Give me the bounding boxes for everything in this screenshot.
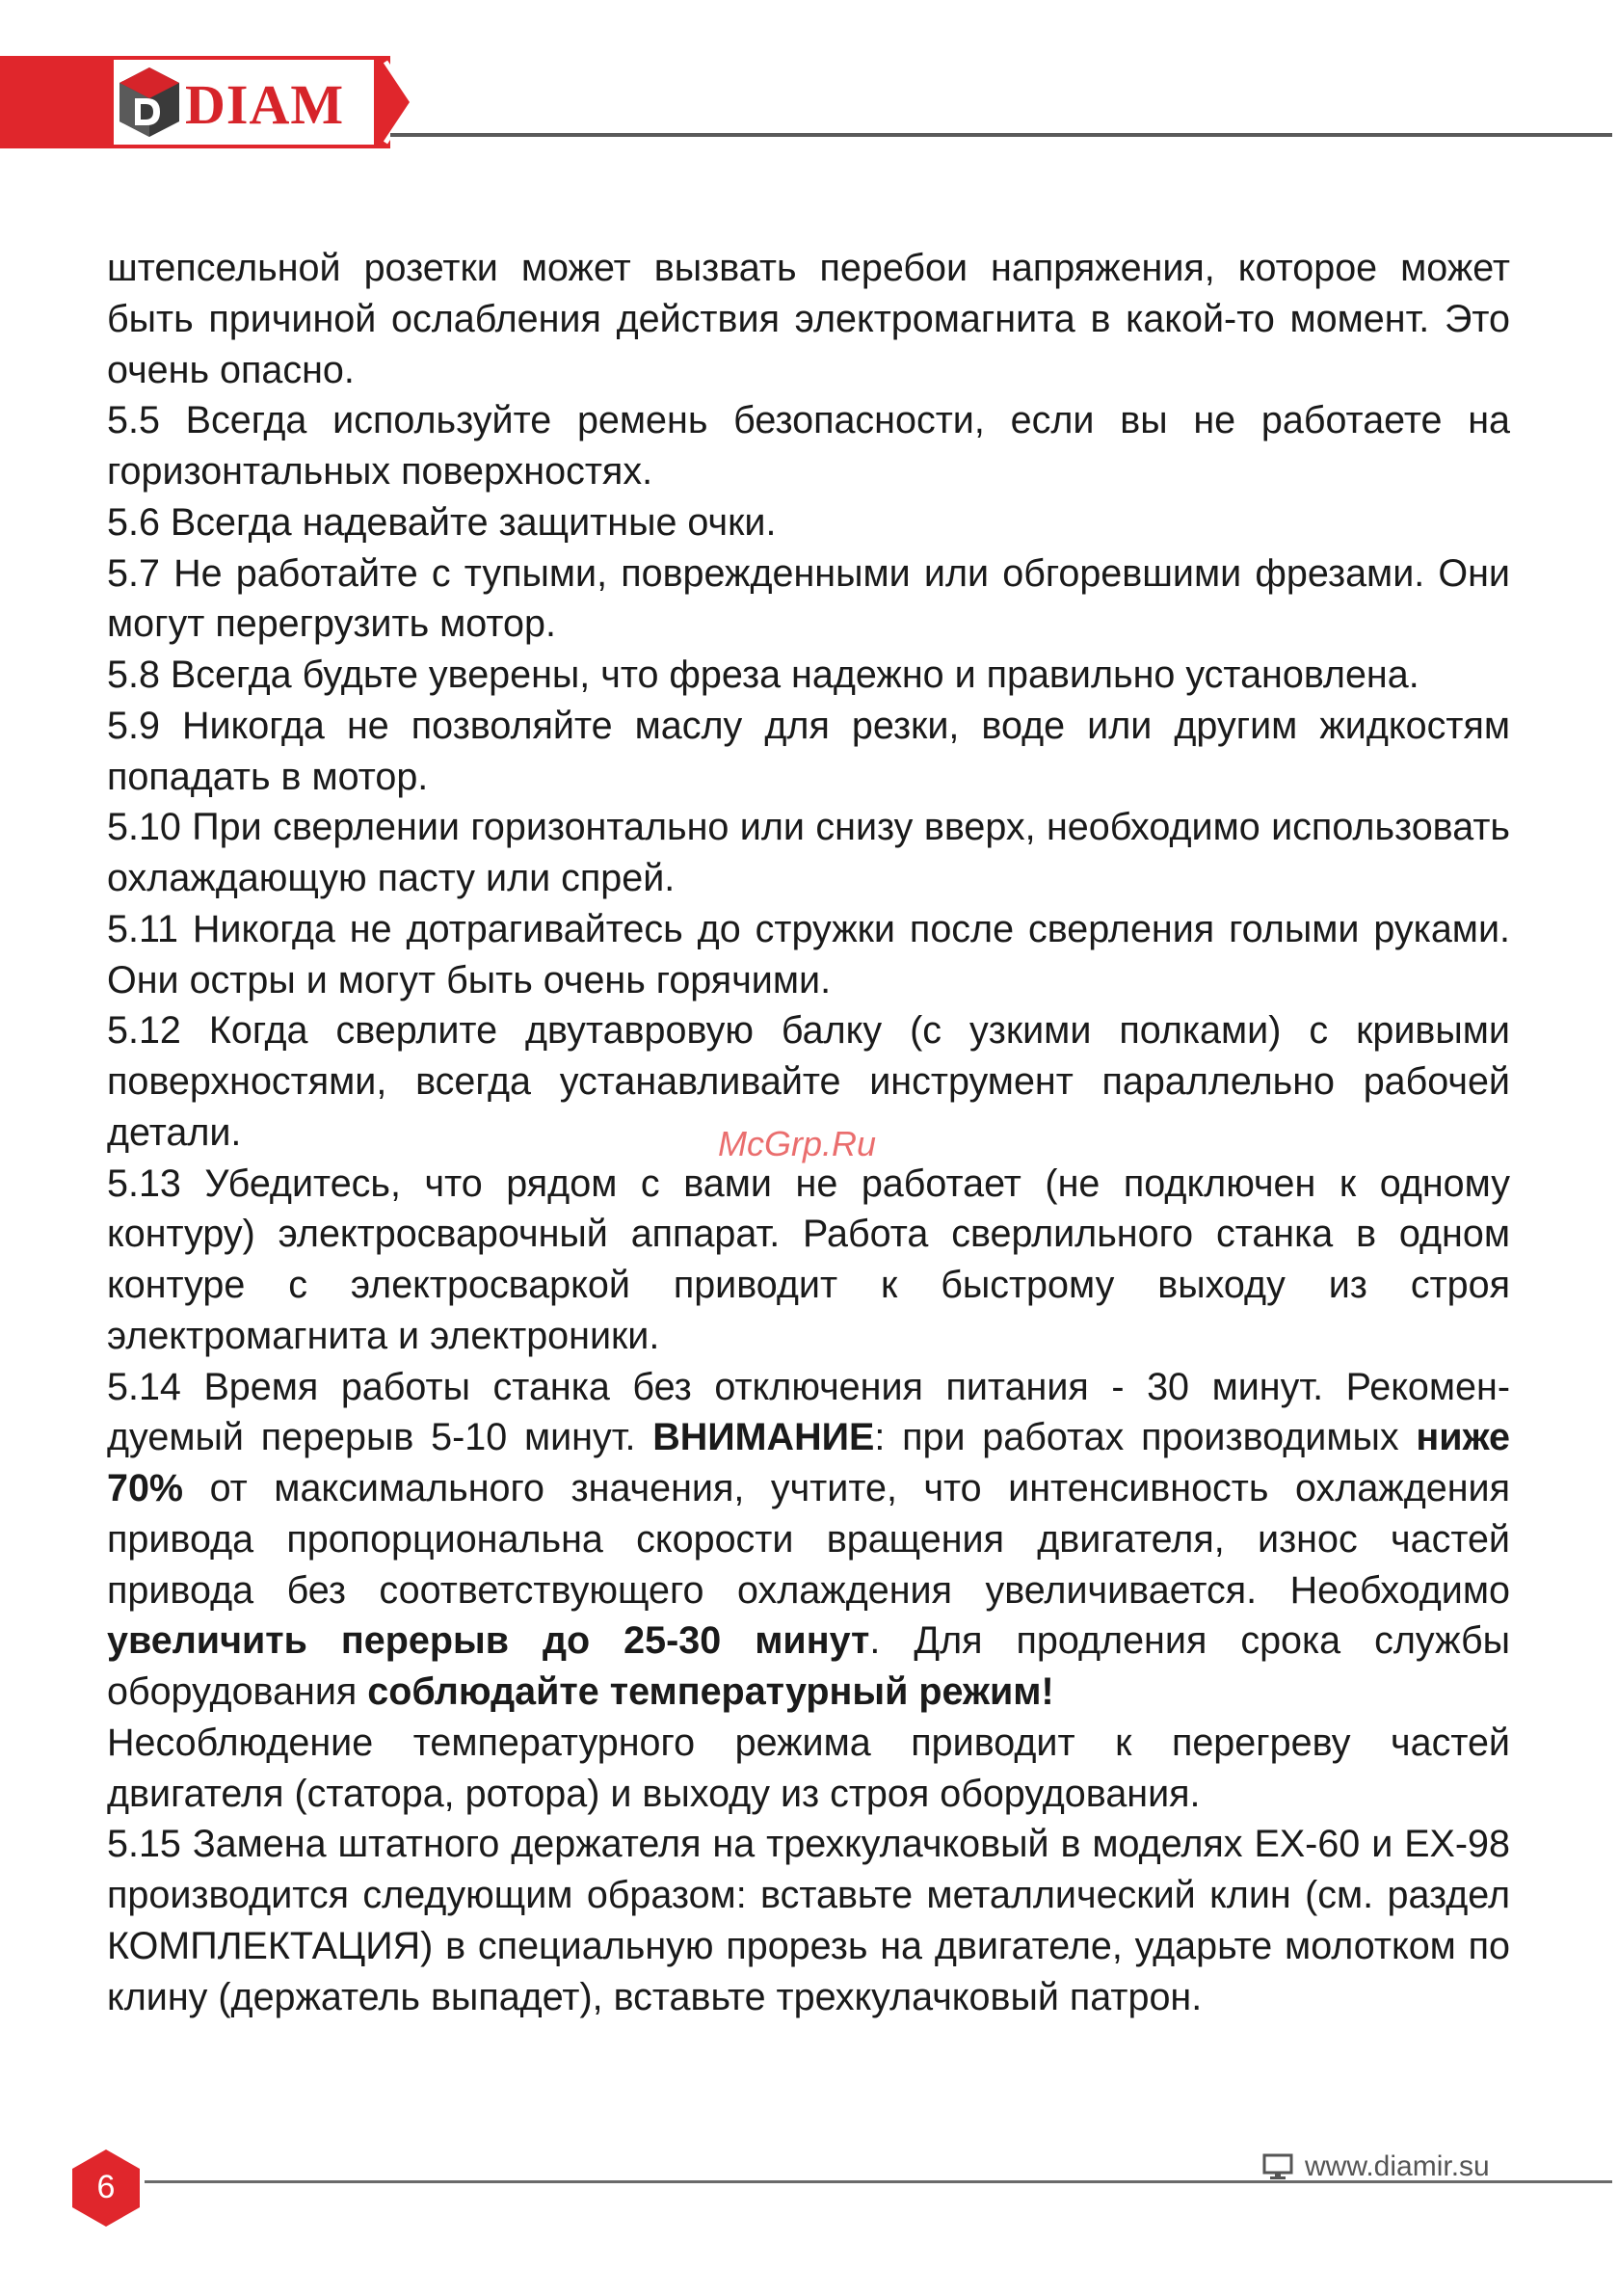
text-segment: 5.13 Убедитесь, что рядом с вами не работает (не подключен к одному контуру) электросварочный аппарат. Работа сверлильного станка в одном контуре с электросваркой приводит к быстрому выходу из строя электромагнита и электроники. bbox=[107, 1161, 1510, 1357]
bold-text: соблюдайте температурный режим! bbox=[367, 1670, 1054, 1713]
bold-text: увеличить перерыв до 25-30 минут bbox=[107, 1619, 870, 1663]
text-segment: от максимального значения, учтите, что интенсивность охлаждения привода пропорциональна скорости вращения двигателя, износ частей привода без соответствующего охлаждения увеличивается. Необходимо bbox=[107, 1467, 1510, 1612]
text-segment: 5.7 Не работайте с тупыми, поврежденными или обгоревшими фрезами. Они могут перегрузить мотор. bbox=[107, 551, 1510, 646]
page-header bbox=[0, 0, 1618, 154]
diam-logo-cube-icon bbox=[118, 66, 181, 139]
website-text: www.diamir.su bbox=[1305, 2150, 1490, 2182]
paragraph bbox=[107, 395, 1510, 497]
text-segment: 5.14 Время работы станка без отключения питания - 30 минут. Рекомендуемый перерыв 5-10 минут. bbox=[107, 1365, 1510, 1459]
paragraph bbox=[107, 802, 1510, 904]
paragraph bbox=[107, 548, 1510, 651]
paragraph bbox=[107, 650, 1510, 701]
bold-text: ниже 70% bbox=[107, 1416, 1511, 1509]
text-segment: 5.9 Никогда не позволяйте маслу для резки, воде или другим жидкостям попадать в мотор. bbox=[107, 704, 1510, 798]
text-segment: 5.5 Всегда используйте ремень безопасности, если вы не работаете на горизонтальных поверхностях. bbox=[107, 399, 1510, 493]
text-segment: . Для продления срока службы оборудования bbox=[107, 1619, 1511, 1713]
paragraph bbox=[107, 1362, 1510, 1718]
text-segment: : при работах производимых bbox=[874, 1416, 1417, 1459]
bold-text: ВНИМАНИЕ bbox=[652, 1416, 875, 1459]
text-segment: штепсельной розетки может вызвать перебои напряжения, которое может быть причиной ослабления действия электромагнита в какой-то момент. Это очень опасно. bbox=[107, 247, 1510, 391]
watermark: McGrp.Ru bbox=[718, 1124, 877, 1163]
paragraph bbox=[107, 497, 1510, 548]
text-segment: 5.15 Замена штатного держателя на трехкулачковый в моделях EX-60 и EX-98 производится следующим образом: вставьте металлический клин (см. раздел КОМПЛЕКТАЦИЯ) в специальную прорезь на двигателе, ударьте молотком по клину (держатель выпадет), вставьте трехкулачковый патрон. bbox=[107, 1823, 1510, 2018]
paragraph bbox=[107, 1159, 1510, 1362]
text-segment: 5.11 Никогда не дотрагивайтесь до стружки после сверления голыми руками. Они остры и могут быть очень горячими. bbox=[107, 907, 1510, 1001]
header-rule bbox=[390, 133, 1612, 137]
text-segment: 5.10 При сверлении горизонтально или снизу вверх, необходимо использовать охлаждающую пасту или спрей. bbox=[107, 806, 1510, 899]
text-segment: 5.8 Всегда будьте уверены, что фреза надежно и правильно установлена. bbox=[107, 654, 1419, 696]
text-segment: 5.6 Всегда надевайте защитные очки. bbox=[107, 500, 777, 544]
paragraph bbox=[107, 243, 1510, 395]
paragraph bbox=[107, 1819, 1510, 2022]
brand-name: DIAM bbox=[185, 73, 345, 136]
paragraph bbox=[107, 1718, 1510, 1820]
page-number: 6 bbox=[96, 2169, 116, 2205]
monitor-icon bbox=[1262, 2153, 1293, 2180]
text-segment: Несоблюдение температурного режима приводит к перегреву частей двигателя (статора, ротора) и выходу из строя оборудования. bbox=[107, 1721, 1510, 1815]
paragraph bbox=[107, 904, 1510, 1006]
text-segment: 5.12 Когда сверлите двутавровую балку (с узкими полками) с кривыми поверхностями, всегда устанавливайте инструмент параллельно рабочей детали. bbox=[107, 1009, 1510, 1154]
paragraph bbox=[107, 701, 1510, 803]
